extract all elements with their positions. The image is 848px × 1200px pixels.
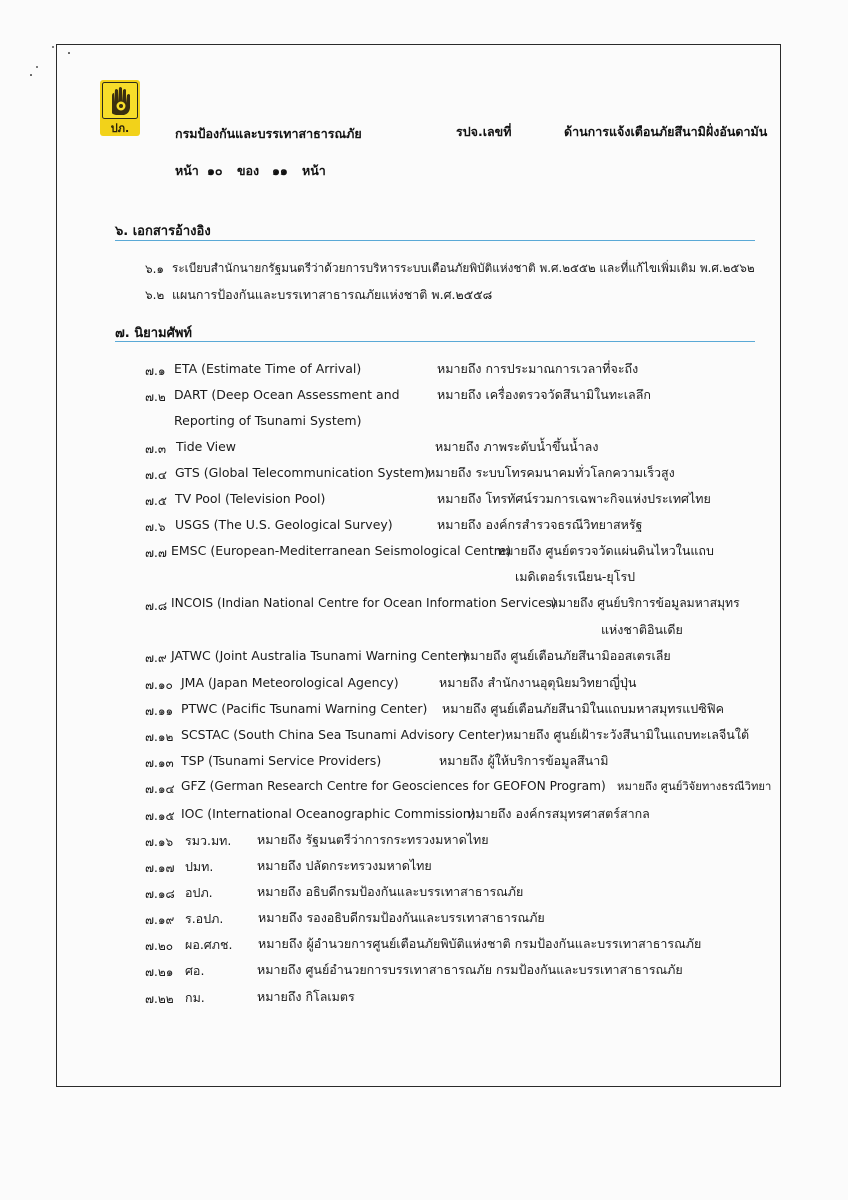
- of-word: ของ: [237, 163, 260, 178]
- def-number: ๗.๑๙: [145, 913, 175, 927]
- def-number: ๗.๗: [145, 546, 167, 560]
- def-term: GFZ (German Research Centre for Geosciences for GEOFON Program): [181, 779, 606, 793]
- def-term: Tide View: [176, 439, 236, 454]
- def-meaning: หมายถึง การประมาณการเวลาที่จะถึง: [437, 361, 639, 376]
- doc-number-label: รปจ.เลขที่: [456, 124, 512, 139]
- def-term: ปมท.: [185, 859, 214, 874]
- def-meaning: หมายถึง กิโลเมตร: [257, 989, 355, 1004]
- org-name: กรมป้องกันและบรรเทาสาธารณภัย: [175, 126, 362, 141]
- page-word: หน้า: [175, 163, 199, 178]
- def-meaning: หมายถึง ผู้อำนวยการศูนย์เตือนภัยพิบัติแห่งชาติ กรมป้องกันและบรรเทาสาธารณภัย: [258, 936, 702, 951]
- def-number: ๗.๑๗: [145, 861, 175, 875]
- logo-text: ปภ.: [110, 122, 130, 135]
- def-meaning: หมายถึง เครื่องตรวจวัดสึนามิในทะเลลึก: [437, 387, 651, 402]
- def-term: ร.อปภ.: [185, 911, 224, 926]
- def-term: JATWC (Joint Australia Tsunami Warning Center): [171, 648, 469, 663]
- def-meaning: หมายถึง ศูนย์บริการข้อมูลมหาสมุทร: [550, 596, 740, 610]
- section-rule: [115, 341, 755, 342]
- def-number: ๗.๑๑: [145, 704, 174, 718]
- definitions-title: ๗. นิยามศัพท์: [115, 326, 193, 341]
- def-term: TV Pool (Television Pool): [175, 491, 326, 506]
- def-number: ๗.๘: [145, 599, 168, 613]
- def-meaning: หมายถึง ศูนย์ตรวจวัดแผ่นดินไหวในแถบ: [497, 543, 714, 558]
- def-term: USGS (The U.S. Geological Survey): [175, 517, 393, 532]
- def-term: ETA (Estimate Time of Arrival): [174, 361, 362, 376]
- def-term: DART (Deep Ocean Assessment and: [174, 387, 400, 402]
- page-word-end: หน้า: [302, 163, 326, 178]
- def-term: EMSC (European-Mediterranean Seismological Centre): [171, 543, 512, 558]
- def-term: SCSTAC (South China Sea Tsunami Advisory Center): [181, 727, 506, 742]
- def-number: ๗.๑๖: [145, 835, 174, 849]
- def-meaning: หมายถึง ศูนย์เตือนภัยสึนามิในแถบมหาสมุทรแปซิฟิค: [442, 701, 724, 716]
- def-number: ๗.๑๐: [145, 678, 173, 692]
- def-meaning: หมายถึง องค์กรสำรวจธรณีวิทยาสหรัฐ: [437, 517, 643, 532]
- def-number: ๗.๒๒: [145, 992, 174, 1006]
- def-meaning-continued: เมดิเตอร์เรเนียน-ยุโรป: [515, 569, 636, 584]
- def-number: ๗.๑๕: [145, 809, 175, 823]
- def-term: ศอ.: [185, 963, 205, 978]
- def-number: ๗.๓: [145, 442, 167, 456]
- references-title: ๖. เอกสารอ้างอิง: [115, 224, 211, 239]
- page-number: ๑๐: [207, 163, 223, 178]
- def-term: IOC (International Oceanographic Commission): [181, 806, 476, 821]
- def-meaning: หมายถึง องค์กรสมุทรศาสตร์สากล: [467, 806, 650, 821]
- def-meaning: หมายถึง ศูนย์เฝ้าระวังสึนามิในแถบทะเลจีนใต้: [505, 727, 750, 742]
- page-total: ๑๑: [272, 163, 288, 178]
- def-term-continued: Reporting of Tsunami System): [174, 413, 362, 428]
- def-meaning: หมายถึง ระบบโทรคมนาคมทั่วโลกความเร็วสูง: [427, 465, 675, 480]
- def-term: TSP (Tsunami Service Providers): [181, 753, 382, 768]
- scan-speck: [30, 74, 32, 76]
- def-meaning: หมายถึง ผู้ให้บริการข้อมูลสึนามิ: [439, 753, 609, 768]
- def-meaning-continued: แห่งชาติอินเดีย: [601, 622, 683, 637]
- ref-number: ๖.๒: [145, 288, 165, 302]
- doc-subject: ด้านการแจ้งเตือนภัยสึนามิฝั่งอันดามัน: [564, 124, 768, 139]
- def-term: JMA (Japan Meteorological Agency): [181, 675, 399, 690]
- def-term: GTS (Global Telecommunication System): [175, 465, 430, 480]
- def-meaning: หมายถึง ศูนย์อำนวยการบรรเทาสาธารณภัย กรมป้องกันและบรรเทาสาธารณภัย: [257, 962, 683, 977]
- def-meaning: หมายถึง อธิบดีกรมป้องกันและบรรเทาสาธารณภัย: [257, 884, 524, 899]
- def-term: อปภ.: [185, 885, 213, 900]
- def-number: ๗.๙: [145, 651, 167, 665]
- page-border: [56, 44, 781, 1087]
- def-number: ๗.๑๘: [145, 887, 175, 901]
- def-number: ๗.๕: [145, 494, 167, 508]
- def-term: ผอ.ศภช.: [185, 937, 233, 952]
- def-number: ๗.๒: [145, 390, 166, 404]
- def-term: กม.: [185, 990, 205, 1005]
- def-number: ๗.๑: [145, 364, 166, 378]
- def-number: ๗.๒๑: [145, 965, 174, 979]
- def-number: ๗.๔: [145, 468, 167, 482]
- def-number: ๗.๖: [145, 520, 166, 534]
- def-meaning: หมายถึง สำนักงานอุตุนิยมวิทยาญี่ปุ่น: [439, 675, 637, 690]
- def-term: PTWC (Pacific Tsunami Warning Center): [181, 701, 428, 716]
- def-number: ๗.๑๓: [145, 756, 174, 770]
- section-rule: [115, 240, 755, 241]
- def-term: รมว.มท.: [185, 833, 232, 848]
- def-meaning: หมายถึง ศูนย์เตือนภัยสึนามิออสเตรเลีย: [462, 648, 671, 663]
- def-meaning: หมายถึง รองอธิบดีกรมป้องกันและบรรเทาสาธารณภัย: [258, 910, 545, 925]
- ref-text: แผนการป้องกันและบรรเทาสาธารณภัยแห่งชาติ พ.ศ.๒๕๕๘: [172, 287, 493, 302]
- def-meaning: หมายถึง โทรทัศน์รวมการเฉพาะกิจแห่งประเทศไทย: [437, 491, 711, 506]
- scan-speck: [52, 46, 54, 48]
- def-number: ๗.๒๐: [145, 939, 174, 953]
- scan-speck: [36, 66, 38, 68]
- def-meaning: หมายถึง รัฐมนตรีว่าการกระทรวงมหาดไทย: [257, 832, 489, 847]
- ref-text: ระเบียบสำนักนายกรัฐมนตรีว่าด้วยการบริหารระบบเตือนภัยพิบัติแห่งชาติ พ.ศ.๒๕๕๒ และที่แก้ไขเพิ่มเติม พ.ศ.๒๕๖๒: [172, 261, 755, 275]
- ref-number: ๖.๑: [145, 262, 165, 276]
- department-logo: [100, 80, 140, 136]
- def-meaning: หมายถึง ศูนย์วิจัยทางธรณีวิทยา: [617, 780, 772, 793]
- def-term: INCOIS (Indian National Centre for Ocean Information Services): [171, 596, 557, 610]
- def-meaning: หมายถึง ปลัดกระทรวงมหาดไทย: [257, 858, 432, 873]
- def-number: ๗.๑๒: [145, 730, 174, 744]
- def-number: ๗.๑๔: [145, 782, 175, 796]
- def-meaning: หมายถึง ภาพระดับน้ำขึ้นน้ำลง: [435, 439, 599, 454]
